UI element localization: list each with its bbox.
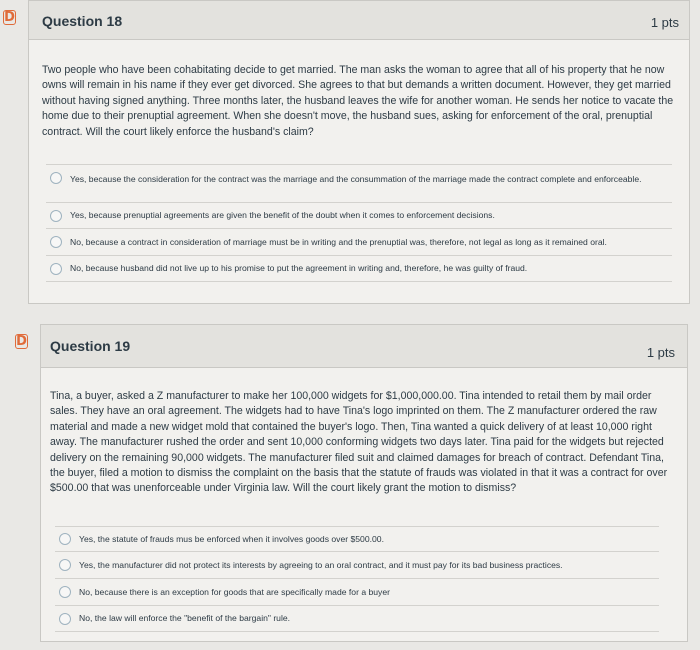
radio-button[interactable] — [50, 172, 62, 184]
answer-option[interactable] — [46, 256, 672, 282]
question-19-flag-icon[interactable]: D — [16, 334, 27, 349]
question-19-header — [41, 325, 687, 368]
radio-button[interactable] — [59, 613, 71, 625]
answer-option-label: Yes, the statute of frauds mus be enforced when it involves goods over $500.00. — [79, 534, 384, 544]
answer-option-label: No, the law will enforce the "benefit of the bargain" rule. — [79, 613, 291, 623]
question-18-flag-icon[interactable]: D — [4, 10, 15, 25]
answer-option[interactable] — [46, 229, 672, 256]
question-18-stem: Two people who have been cohabitating decide to get married. The man asks the woman to agree that all of his property that he now owns will remain in his name if they ever get divorced. She agrees to that but demands a written document. However, they get married without having signed anything. Three months later, the husband leaves the wife for another woman. He sends her notice to vacate the home due to their prenuptial agreement. When she doesn't move, the husband sues, asking for enforcement of the oral, prenuptial contract. Will the court likely enforce the husband's claim? — [42, 64, 674, 138]
answer-option[interactable] — [46, 165, 672, 203]
answer-option-label: Yes, because prenuptial agreements are given the benefit of the doubt when it comes to enforcement decisions. — [70, 210, 495, 220]
question-18-card — [28, 0, 690, 304]
answer-option[interactable] — [46, 203, 672, 229]
radio-button[interactable] — [59, 533, 71, 545]
question-19-points: 1 pts — [646, 345, 675, 360]
question-19-title: Question 19 — [50, 338, 131, 354]
question-18-header — [29, 1, 689, 40]
question-19-stem: Tina, a buyer, asked a Z manufacturer to make her 100,000 widgets for $1,000,000.00. Tina intended to retail them by mail order sales. They have an oral agreement. The widgets had to have Tina's logo imprinted on them. The Z manufacturer ordered the raw material and made a new widget mold that contained the buyer's logo. Then, Tina wanted a quick delivery of at least 10,000 right away. The manufacturer rushed the order and sent 10,000 conforming widgets two days later. Tina paid for the widgets but rejected delivery on the remaining 90,000 widgets. The manufacturer filed suit and claimed damages for breach of contract. Defendant Tina, the buyer, filed a motion to dismiss the complaint on the basis that the statute of frauds was violated in that it was a contract for over $500.00 that was unenforceable under Virginia law. Will the court likely grant the motion to dismiss? — [50, 390, 668, 495]
answer-option[interactable] — [55, 606, 659, 632]
question-18-title: Question 18 — [42, 13, 123, 29]
answer-option-label: No, because husband did not live up to his promise to put the agreement in writing and, therefore, he was guilty of fraud. — [70, 263, 528, 273]
radio-button[interactable] — [50, 210, 62, 222]
answer-option[interactable] — [55, 579, 659, 606]
radio-button[interactable] — [50, 263, 62, 275]
question-19-answers — [55, 526, 659, 632]
answer-option-label: Yes, the manufacturer did not protect its interests by agreeing to an oral contract, and it must pay for its bad business practices. — [79, 560, 563, 570]
radio-button[interactable] — [59, 586, 71, 598]
answer-option[interactable] — [55, 552, 659, 579]
answer-option-label: Yes, because the consideration for the contract was the marriage and the consummation of the marriage made the contract complete and enforceable. — [70, 174, 642, 184]
answer-option-label: No, because a contract in consideration of marriage must be in writing and the prenuptial was, therefore, not legal as long as it remained oral. — [70, 237, 607, 247]
radio-button[interactable] — [50, 236, 62, 248]
question-19-card — [40, 324, 688, 642]
answer-option[interactable] — [55, 527, 659, 552]
radio-button[interactable] — [59, 559, 71, 571]
answer-option-label: No, because there is an exception for goods that are specifically made for a buyer — [79, 587, 390, 597]
question-18-points: 1 pts — [650, 15, 679, 30]
question-18-answers — [46, 164, 672, 282]
